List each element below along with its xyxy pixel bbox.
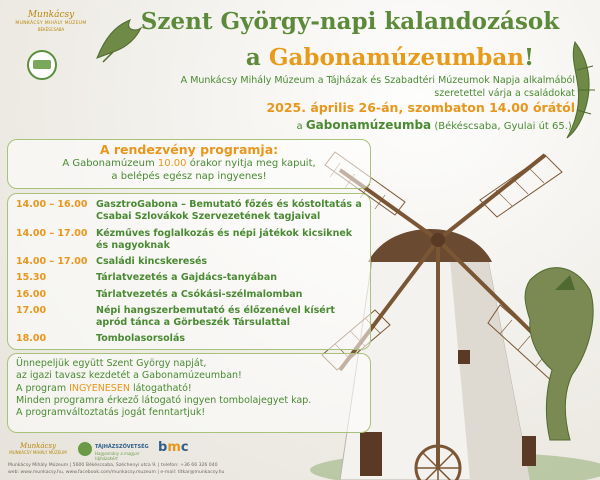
venue-name: Gabonamúzeumba <box>305 118 432 132</box>
footer-museum-name: MUNKÁCSY MIHÁLY MÚZEUM <box>9 450 67 455</box>
opening-time: 10.00 <box>157 158 187 169</box>
page-subtitle <box>220 44 560 71</box>
bmc-c: c <box>180 440 189 455</box>
museum-logo-city: BÉKÉSCSABA <box>37 27 65 32</box>
schedule-time: 14.00 – 17.00 <box>16 228 88 239</box>
free-suffix: látogatható! <box>129 382 192 394</box>
closing-line-5: A programváltoztatás jogát fenntartjuk! <box>16 407 206 419</box>
venue-address: (Békéscsaba, Gyulai út 65.). <box>431 121 575 132</box>
schedule-time: 18.00 <box>16 333 47 344</box>
closing-line-1: Ünnepeljük együtt Szent György napját, <box>16 358 207 369</box>
program-opening <box>8 157 370 170</box>
event-date: 2025. április 26-án, szombaton 14.00 órától <box>266 100 575 115</box>
schedule-time: 17.00 <box>16 305 47 316</box>
schedule-box <box>7 193 371 350</box>
free-highlight: INGYENESEN <box>69 382 130 394</box>
schedule-desc: Népi hangszerbemutató és élőzenével kísért apród tánca a Görbeszék Társulattal <box>96 305 335 328</box>
footer-logos <box>8 440 208 460</box>
intro-text <box>120 74 575 100</box>
footer-museum-script: Munkácsy <box>19 442 57 450</box>
schedule-time: 14.00 – 17.00 <box>16 256 88 267</box>
schedule-desc: Tárlatvezetés a Gajdács-tanyában <box>96 272 278 283</box>
museum-logo-script: Munkácsy <box>27 10 75 20</box>
museum-logo-name: MUNKÁCSY MIHÁLY MÚZEUM <box>15 21 87 26</box>
footer-web: web: www.munkacsy.hu, www.facebook.com/munkacsy.muzeum | e-mail: titkar@munkacsy.hu <box>8 469 225 475</box>
subtitle-highlight: Gabonamúzeumban <box>268 44 524 71</box>
footer-address: Munkácsy Mihály Múzeum | 5600 Békéscsaba, Széchenyi utca 9. | telefon: +36 66 326 040 <box>8 463 218 468</box>
page-title: Szent György-napi kalandozások <box>140 8 560 35</box>
schedule-desc: Tárlatvezetés a Csókási-szélmalomban <box>96 289 303 300</box>
gabonamuzeum-badge-icon <box>27 50 57 80</box>
footer-museum-logo <box>8 442 68 455</box>
museum-logo <box>10 10 92 32</box>
closing-message-box <box>7 353 371 433</box>
footer-bmc-logo <box>158 440 189 455</box>
program-intro-box <box>7 139 371 189</box>
closing-line-2: az igazi tavasz kezdetét a Gabonamúzeumban! <box>16 370 242 382</box>
schedule-desc: Tombolasorsolás <box>96 333 186 344</box>
bmc-b: b <box>158 440 168 455</box>
intro-line-1: A Munkácsy Mihály Múzeum a Tájházak és Szabadtéri Múzeumok Napja alkalmából <box>180 75 575 86</box>
program-title: A rendezvény programja: <box>99 142 279 157</box>
schedule-time: 14.00 – 16.00 <box>16 199 88 210</box>
intro-line-2: szeretettel várja a családokat <box>434 88 575 99</box>
schedule-time: 15.30 <box>16 272 47 283</box>
subtitle-suffix: ! <box>523 44 535 71</box>
schedule-time: 16.00 <box>16 289 47 300</box>
schedule-desc: Családi kincskeresés <box>96 256 208 267</box>
footer-tajhaz-logo <box>78 442 150 461</box>
closing-line-3 <box>16 383 362 395</box>
tajhaz-sub: Hagyomány a magyar tájházakért <box>95 451 140 461</box>
bmc-m: m <box>167 440 181 455</box>
tajhaz-title: TÁJHÁZSZÖVETSÉG <box>95 444 149 450</box>
subtitle-prefix: a <box>245 44 269 71</box>
venue-prefix: a <box>296 121 306 132</box>
opening-prefix: A Gabonamúzeum <box>62 158 158 169</box>
schedule-desc: Kézműves foglalkozás és népi játékok kicsiknek és nagyoknak <box>96 228 353 251</box>
closing-line-4: Minden programra érkező látogató ingyen tombolajegyet kap. <box>16 394 312 406</box>
schedule-desc: GasztroGabona – Bemutató főzés és kóstoltatás a Csabai Szlovákok Szervezetének tagjaival <box>96 199 362 222</box>
footer-contact <box>8 463 368 476</box>
opening-suffix: órakor nyitja meg kapuit, <box>186 158 316 169</box>
free-prefix: A program <box>16 382 70 394</box>
dragon-wing-icon <box>95 18 145 63</box>
program-free-entry: a belépés egész nap ingyenes! <box>111 171 267 182</box>
event-venue <box>200 118 575 132</box>
tajhaz-emblem-icon <box>78 442 92 456</box>
